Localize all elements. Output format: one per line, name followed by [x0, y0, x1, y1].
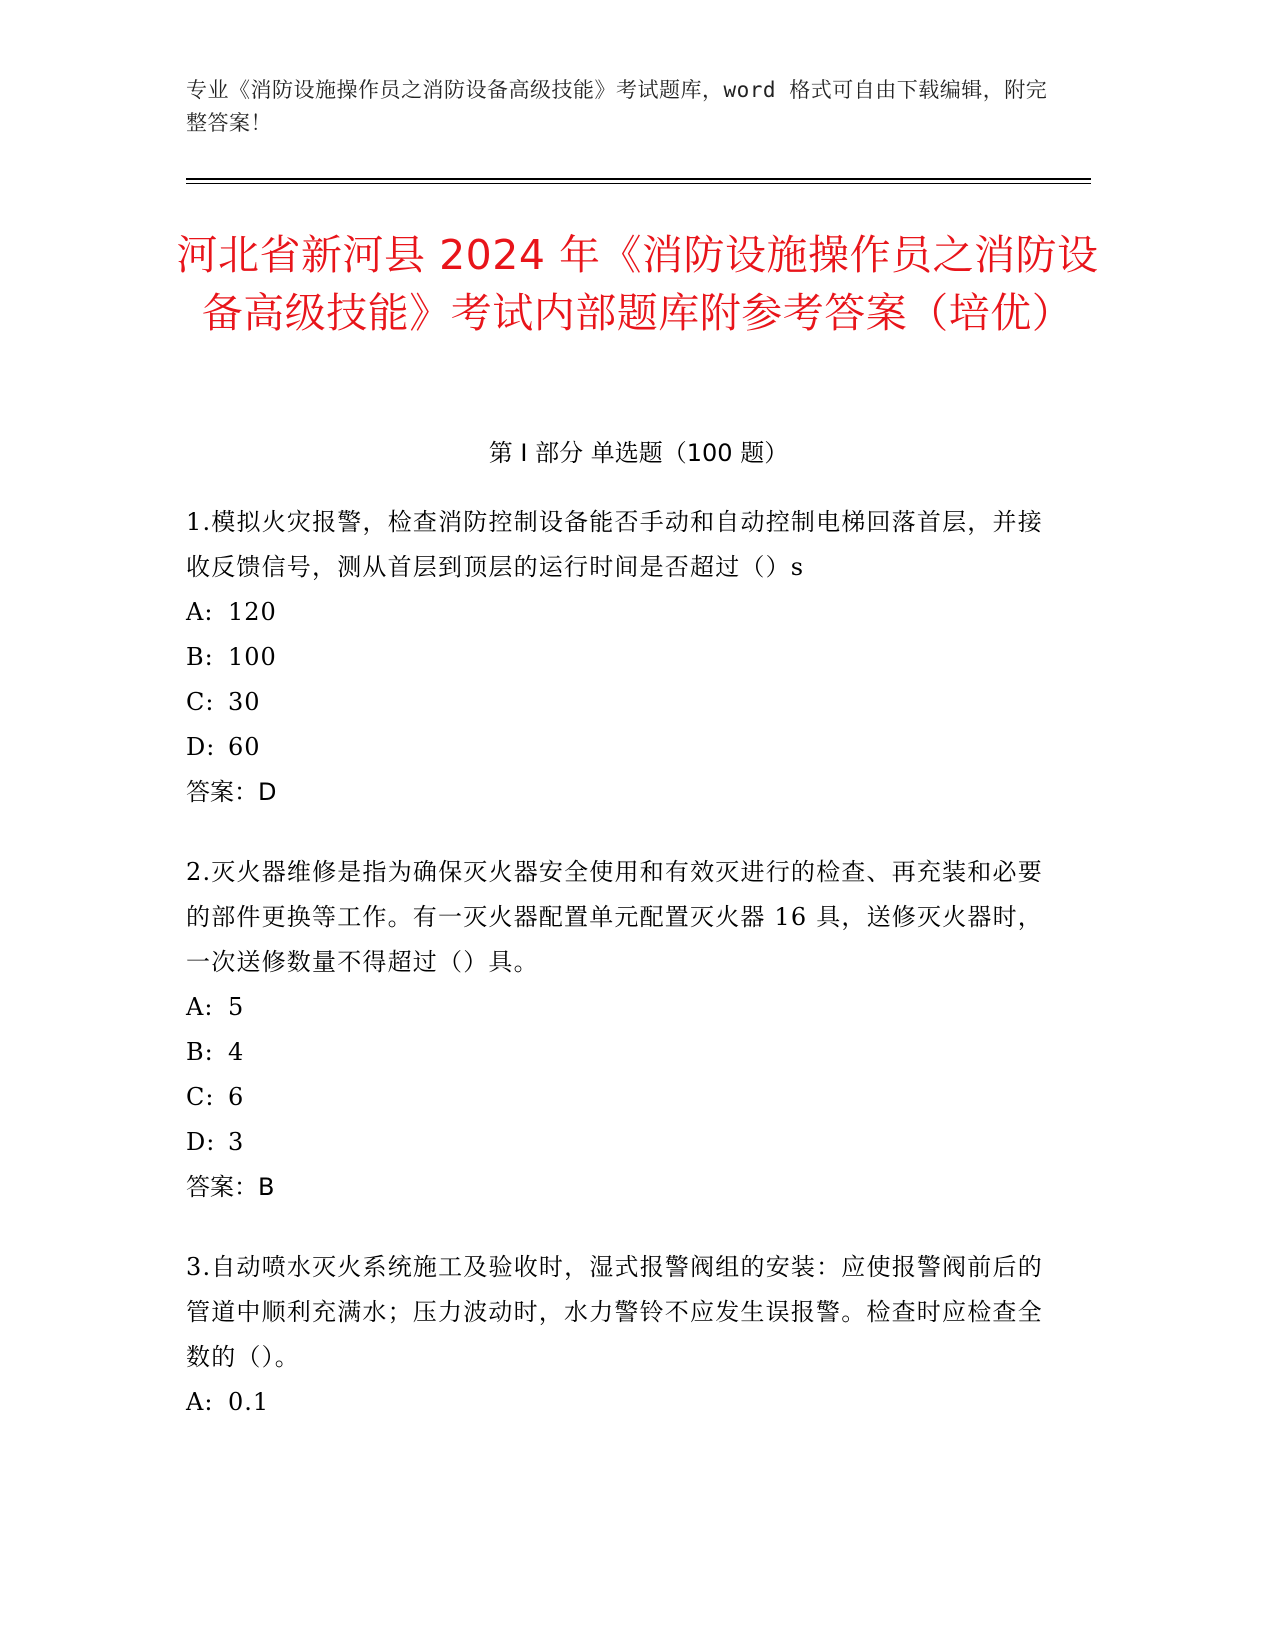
question-stem: 2.灭火器维修是指为确保灭火器安全使用和有效灭进行的检查、再充装和必要的部件更换等工作。有一灭火器配置单元配置灭火器 16 具，送修灭火器时，一次送修数量不得超过（）具。 — [186, 858, 1043, 976]
option-d — [186, 1120, 1066, 1165]
document-title: 河北省新河县 2024 年《消防设施操作员之消防设备高级技能》考试内部题库附参考答案（培优） — [176, 231, 1099, 337]
option-text: 0.1 — [228, 1388, 270, 1416]
option-a — [186, 985, 1066, 1030]
option-text: 120 — [228, 598, 277, 626]
option-text: 100 — [228, 643, 277, 671]
question-1 — [186, 500, 1066, 815]
question-2 — [186, 850, 1066, 1210]
option-text: 3 — [228, 1128, 245, 1156]
question-stem: 1.模拟火灾报警，检查消防控制设备能否手动和自动控制电梯回落首层，并接收反馈信号，测从首层到顶层的运行时间是否超过（）s — [186, 508, 1043, 581]
option-text: 5 — [228, 993, 245, 1021]
option-b — [186, 1030, 1066, 1075]
option-label: A: — [186, 1388, 214, 1416]
answer: 答案：B — [186, 1173, 275, 1201]
header-divider-thick — [186, 178, 1091, 180]
option-a — [186, 1380, 1066, 1425]
option-c — [186, 680, 1066, 725]
option-c — [186, 1075, 1066, 1120]
section-title: 第 I 部分 单选题（100 题） — [488, 439, 789, 467]
option-text: 4 — [228, 1038, 245, 1066]
option-label: C: — [186, 688, 215, 716]
question-3 — [186, 1245, 1066, 1425]
option-label: A: — [186, 993, 214, 1021]
option-b — [186, 635, 1066, 680]
answer: 答案：D — [186, 778, 277, 806]
option-label: A: — [186, 598, 214, 626]
option-a — [186, 590, 1066, 635]
option-text: 6 — [228, 1083, 245, 1111]
option-label: B: — [186, 1038, 214, 1066]
option-label: D: — [186, 1128, 216, 1156]
question-stem: 3.自动喷水灭火系统施工及验收时，湿式报警阀组的安装：应使报警阀前后的管道中顺利充满水；压力波动时，水力警铃不应发生误报警。检查时应检查全数的（）。 — [186, 1253, 1043, 1371]
option-text: 30 — [228, 688, 261, 716]
header-note: 专业《消防设施操作员之消防设备高级技能》考试题库，word 格式可自由下载编辑，附完整答案！ — [186, 78, 1048, 135]
option-label: B: — [186, 643, 214, 671]
option-label: D: — [186, 733, 216, 761]
option-label: C: — [186, 1083, 215, 1111]
option-d — [186, 725, 1066, 770]
option-text: 60 — [228, 733, 261, 761]
header-divider-thin — [186, 183, 1091, 184]
